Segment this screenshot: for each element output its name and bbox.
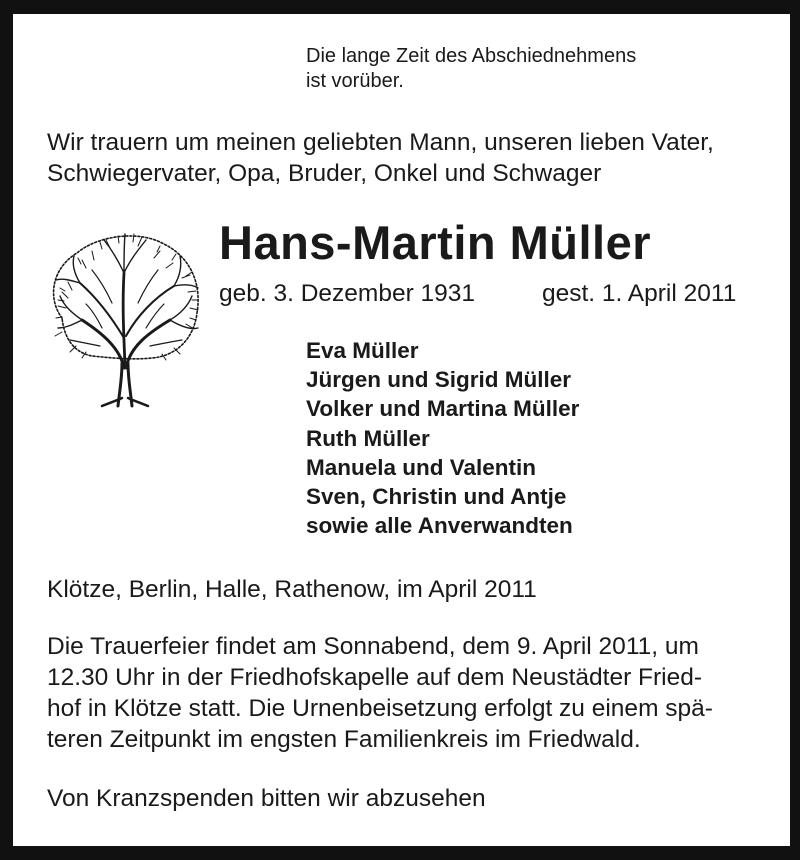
intro-line: Wir trauern um meinen geliebten Mann, unseren lieben Vater, xyxy=(47,129,714,156)
place-and-date: Klötze, Berlin, Halle, Rathenow, im April 2011 xyxy=(47,576,537,603)
mourner-entry: Manuela und Valentin xyxy=(306,454,537,480)
oak-tree-icon xyxy=(42,228,205,408)
verse-line: ist vorüber. xyxy=(306,70,404,92)
closing-note: Von Kranzspenden bitten wir abzusehen xyxy=(47,785,486,812)
mourner-entry: Jürgen und Sigrid Müller xyxy=(306,367,572,393)
mourner-entry: Sven, Christin und Antje xyxy=(306,484,567,510)
intro-text xyxy=(47,127,714,189)
death-date: gest. 1. April 2011 xyxy=(542,280,737,307)
verse-line: Die lange Zeit des Abschiednehmens xyxy=(306,45,637,67)
mourner-entry: Ruth Müller xyxy=(306,425,430,451)
funeral-service-info xyxy=(47,631,713,755)
mourner-entry: sowie alle Anverwandten xyxy=(306,513,573,539)
intro-line: Schwiegervater, Opa, Bruder, Onkel und Schwager xyxy=(47,160,602,187)
deceased-name: Hans-Martin Müller xyxy=(219,216,652,269)
service-line: 12.30 Uhr in der Friedhofskapelle auf dem Neustädter Fried- xyxy=(47,664,703,691)
service-line: hof in Klötze statt. Die Urnenbeisetzung erfolgt zu einem spä- xyxy=(47,695,713,722)
service-line: teren Zeitpunkt im engsten Familienkreis im Friedwald. xyxy=(47,726,641,753)
service-line: Die Trauerfeier findet am Sonnabend, dem 9. April 2011, um xyxy=(47,633,699,660)
mourners-list xyxy=(306,336,579,540)
birth-date: geb. 3. Dezember 1931 xyxy=(219,280,476,307)
mourner-entry: Eva Müller xyxy=(306,338,419,363)
mourner-entry: Volker und Martina Müller xyxy=(306,396,580,422)
verse xyxy=(306,44,636,94)
